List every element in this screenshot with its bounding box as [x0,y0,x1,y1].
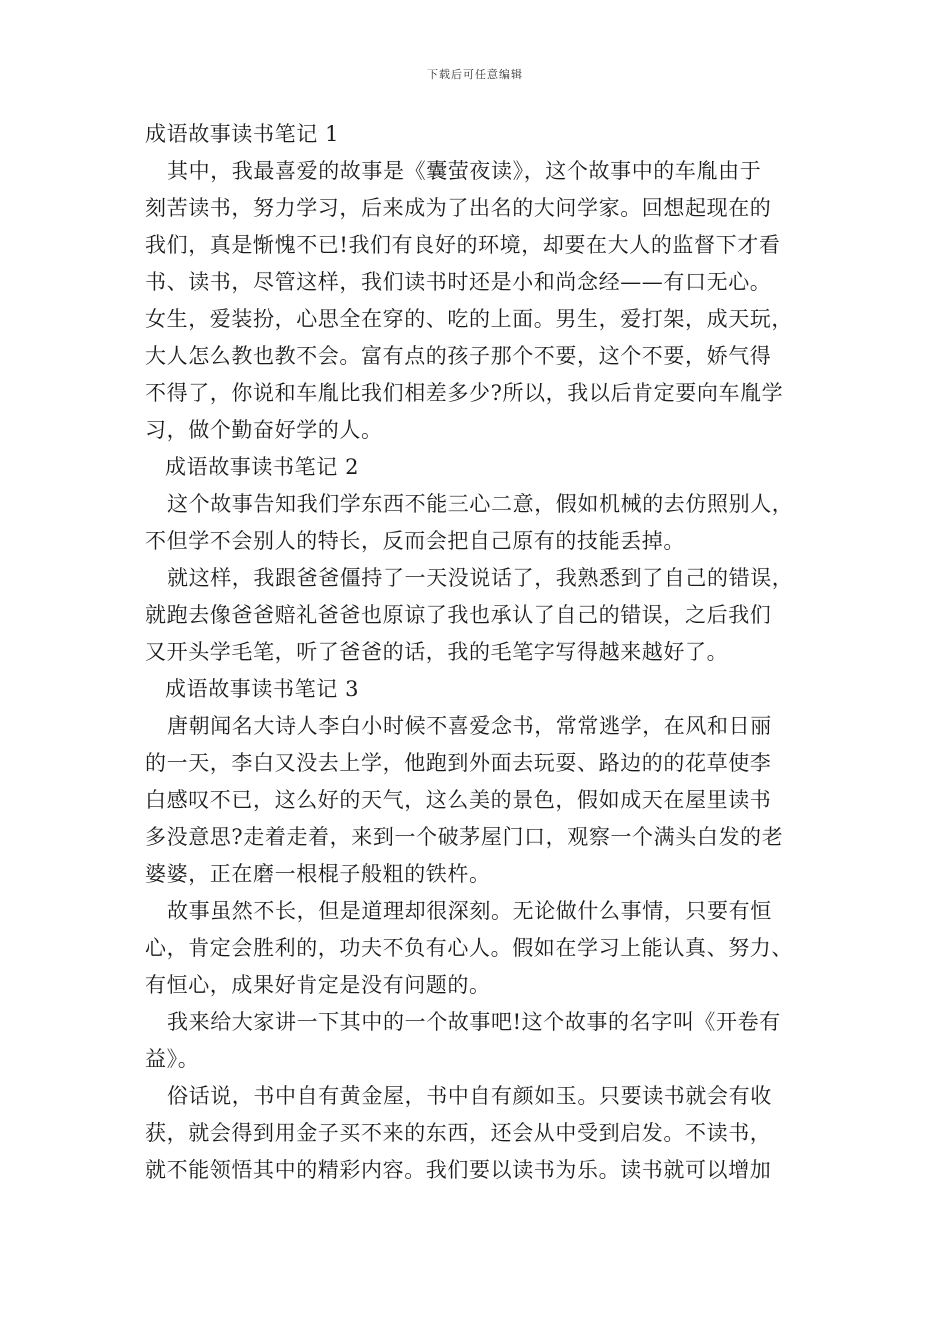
paragraph [145,1078,825,1189]
paragraph-line: 习，做个勤奋好学的人。 [145,418,383,442]
paragraph-line: 就不能领悟其中的精彩内容。我们要以读书为乐。读书就可以增加 [145,1158,772,1182]
paragraph-line: 益》。 [145,1047,200,1071]
paragraph-line: 书、读书，尽管这样，我们读书时还是小和尚念经——有口无心。 [145,270,772,294]
paragraph-line: 俗话说，书中自有黄金屋，书中自有颜如玉。只要读书就会有收 [167,1084,772,1108]
paragraph [145,486,825,560]
paragraph-line: 刻苦读书，努力学习，后来成为了出名的大问学家。回想起现在的 [145,196,772,220]
paragraph-line: 多没意思?走着走着，来到一个破茅屋门口，观察一个满头白发的老 [145,825,784,849]
paragraph-line: 故事虽然不长，但是道理却很深刻。无论做什么事情，只要有恒 [167,899,772,923]
paragraph [145,153,825,449]
section-title: 成语故事读书笔记 3 [165,677,360,701]
paragraph-line: 就这样，我跟爸爸僵持了一天没说话了，我熟悉到了自己的错误， [167,566,794,590]
paragraph-line: 婆婆，正在磨一根棍子般粗的铁杵。 [145,862,491,886]
paragraph-line: 女生，爱装扮，心思全在穿的、吃的上面。男生，爱打架，成天玩， [145,307,793,331]
paragraph-line: 这个故事告知我们学东西不能三心二意，假如机械的去仿照别人， [167,492,794,516]
paragraph-line: 获，就会得到用金子买不来的东西，还会从中受到启发。不读书， [145,1121,772,1145]
paragraph-line: 唐朝闻名大诗人李白小时候不喜爱念书，常常逃学，在风和日丽 [167,714,772,738]
paragraph [145,1004,825,1078]
paragraph-line: 不得了，你说和车胤比我们相差多少?所以，我以后肯定要向车胤学 [145,381,784,405]
page-header-note: 下载后可任意编辑 [427,68,523,81]
paragraph-line: 其中，我最喜爱的故事是《囊萤夜读》，这个故事中的车胤由于 [167,159,762,183]
paragraph-line: 有恒心，成果好肯定是没有问题的。 [145,973,491,997]
paragraph-line: 心，肯定会胜利的，功夫不负有心人。假如在学习上能认真、努力、 [145,936,793,960]
paragraph-line: 就跑去像爸爸赔礼爸爸也原谅了我也承认了自己的错误，之后我们 [145,603,772,627]
paragraph [145,560,825,671]
paragraph-line: 我们，真是惭愧不已!我们有良好的环境，却要在大人的监督下才看 [145,233,781,257]
paragraph-line: 又开头学毛笔，听了爸爸的话，我的毛笔字写得越来越好了。 [145,640,729,664]
paragraph [145,893,825,1004]
section-title: 成语故事读书笔记 2 [165,455,360,479]
paragraph-line: 大人怎么教也教不会。富有点的孩子那个不要，这个不要，娇气得 [145,344,772,368]
paragraph [145,708,825,893]
paragraph-line: 不但学不会别人的特长，反而会把自己原有的技能丢掉。 [145,529,685,553]
section-title: 成语故事读书笔记 1 [145,122,340,146]
paragraph-line: 我来给大家讲一下其中的一个故事吧!这个故事的名字叫《开卷有 [167,1010,781,1034]
paragraph-line: 的一天，李白又没去上学，他跑到外面去玩耍、路边的的花草使李 [145,751,772,775]
document-body [145,116,825,1189]
paragraph-line: 白感叹不已，这么好的天气，这么美的景色，假如成天在屋里读书 [145,788,772,812]
